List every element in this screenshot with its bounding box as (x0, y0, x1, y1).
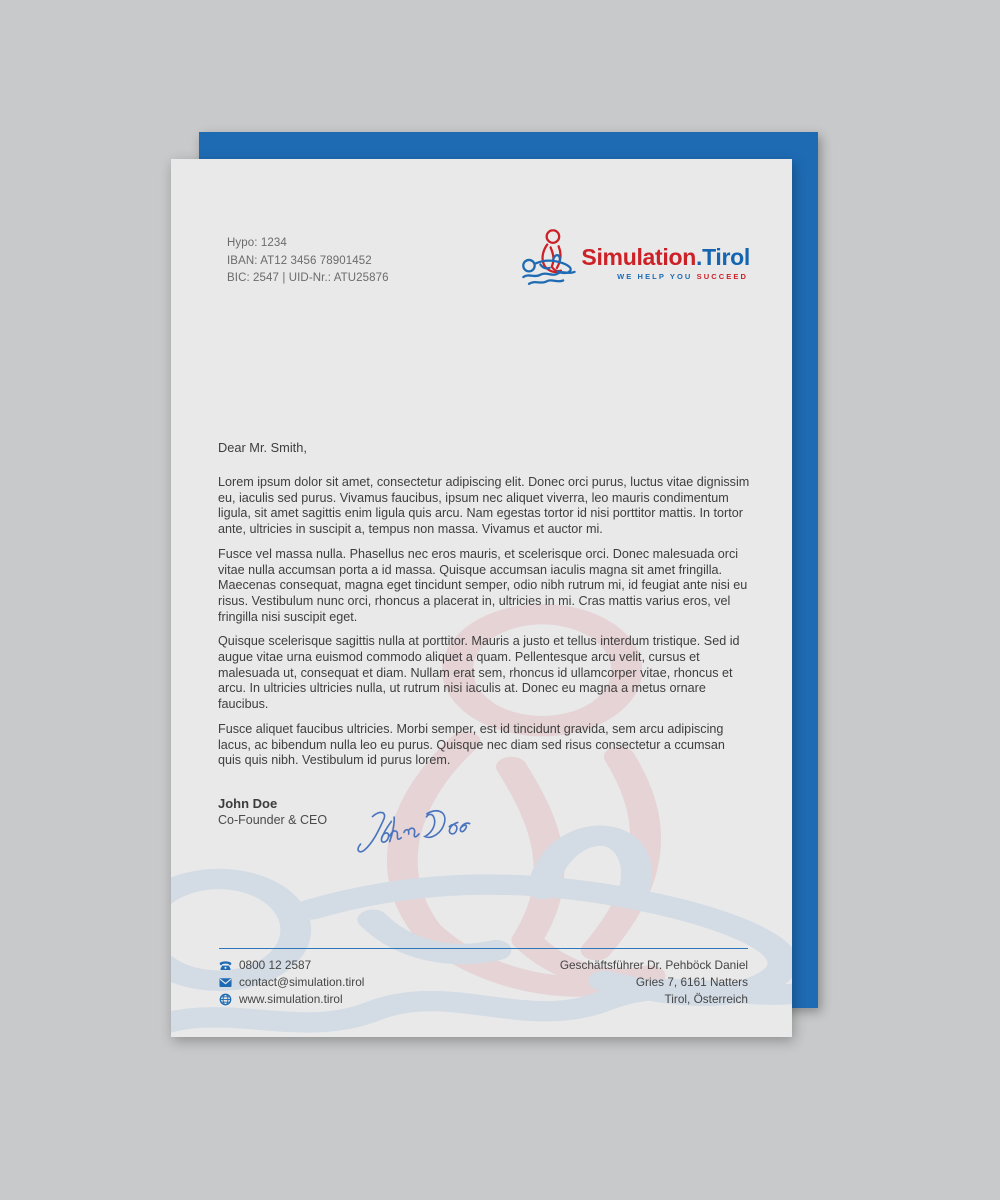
address-line-manager: Geschäftsführer Dr. Pehböck Daniel (559, 958, 748, 972)
letter-body (218, 440, 751, 866)
cpr-figures-icon (521, 229, 578, 292)
bank-line-iban: IBAN: AT12 3456 78901452 (227, 254, 372, 267)
letterhead-footer (219, 948, 748, 1008)
address-line-street: Gries 7, 6161 Natters (635, 975, 748, 989)
logo-tagline (581, 272, 750, 281)
bank-line-bic-uid: BIC: 2547 | UID-Nr.: ATU25876 (227, 272, 389, 284)
bank-line-hypo: Hypo: 1234 (227, 237, 287, 249)
contact-email: contact@simulation.tirol (239, 975, 365, 989)
logo-name-blue: .Tirol (695, 244, 750, 270)
letter-salutation: Dear Mr. Smith, (218, 440, 307, 455)
logo-name (581, 244, 750, 271)
letterhead-paper (171, 159, 792, 1037)
logo-wordmark (581, 229, 750, 281)
logo-name-red: Simulation (581, 244, 696, 270)
signer-title: Co-Founder & CEO (218, 812, 328, 827)
bank-details (227, 229, 389, 288)
footer-contacts (219, 957, 364, 1008)
contact-phone: 0800 12 2587 (239, 958, 312, 972)
email-icon (219, 976, 232, 989)
letter-paragraph-3: Quisque scelerisque sagittis nulla at porttitor. Mauris a justo et tellus interdum tristique. Sed id augue vitae urna euismod commodo aliquet a quam. Pellentesque arcu velit, cursus et malesuada ut, consequat et diam. Nullam erat sem, rhoncus id ullamcorper vitae, rhoncus et arcu. In ultricies ultricies nulla, ut rutrum nisi iaculis at. Donec eu magna a metus ornare faucibus. (218, 634, 740, 712)
tagline-succeed: SUCCEED (696, 272, 748, 281)
letter-paragraph-1: Lorem ipsum dolor sit amet, consectetur adipiscing elit. Donec orci purus, luctus vitae dignissim eu, iaculis sed purus. Vivamus faucibus, ipsum nec aliquet viverra, leo mauris condimentum ligula, sit amet sagittis enim ligula quis arcu. Nam egestas tortor id nisi porttitor mattis. In tortor ante, ultricies in suscipit a, tempus non massa. Vivamus et auctor mi. (218, 475, 750, 537)
tagline-we-help-you: WE HELP YOU (617, 272, 693, 281)
contact-row-website (219, 991, 364, 1008)
contact-website: www.simulation.tirol (239, 992, 343, 1006)
signature-scribble (351, 798, 473, 862)
letter-paragraph-2: Fusce vel massa nulla. Phasellus nec eros mauris, et scelerisque orci. Donec malesuada orci vitae nulla accumsan porta a id massa. Quisque accumsan iaculis magna sit amet fringilla. Maecenas consequat, magna eget tincidunt semper, odio nibh rutrum mi, id feugiat ante nisi eu risus. Vestibulum nunc orci, rhoncus a placerat in, ultricies in mi. Cras mattis varius eros, vel fringilla nisi suscipit eget. (218, 546, 748, 624)
signer-name: John Doe (218, 795, 278, 811)
address-line-region: Tirol, Österreich (664, 992, 748, 1006)
footer-address (560, 957, 748, 1008)
contact-row-phone (219, 957, 364, 974)
globe-icon (219, 993, 232, 1006)
contact-row-email (219, 974, 364, 991)
phone-icon (219, 959, 232, 972)
company-logo (521, 229, 750, 292)
signature-block (218, 796, 751, 866)
letterhead-header (227, 229, 750, 292)
letter-paragraph-4: Fusce aliquet faucibus ultricies. Morbi semper, est id tincidunt gravida, sem arcu adipiscing lacus, ac bibendum nulla leo eu purus. Quisque nec diam sed risus consectetur a ccumsan quis quis nibh. Vestibulum id purus lorem. (218, 721, 725, 768)
